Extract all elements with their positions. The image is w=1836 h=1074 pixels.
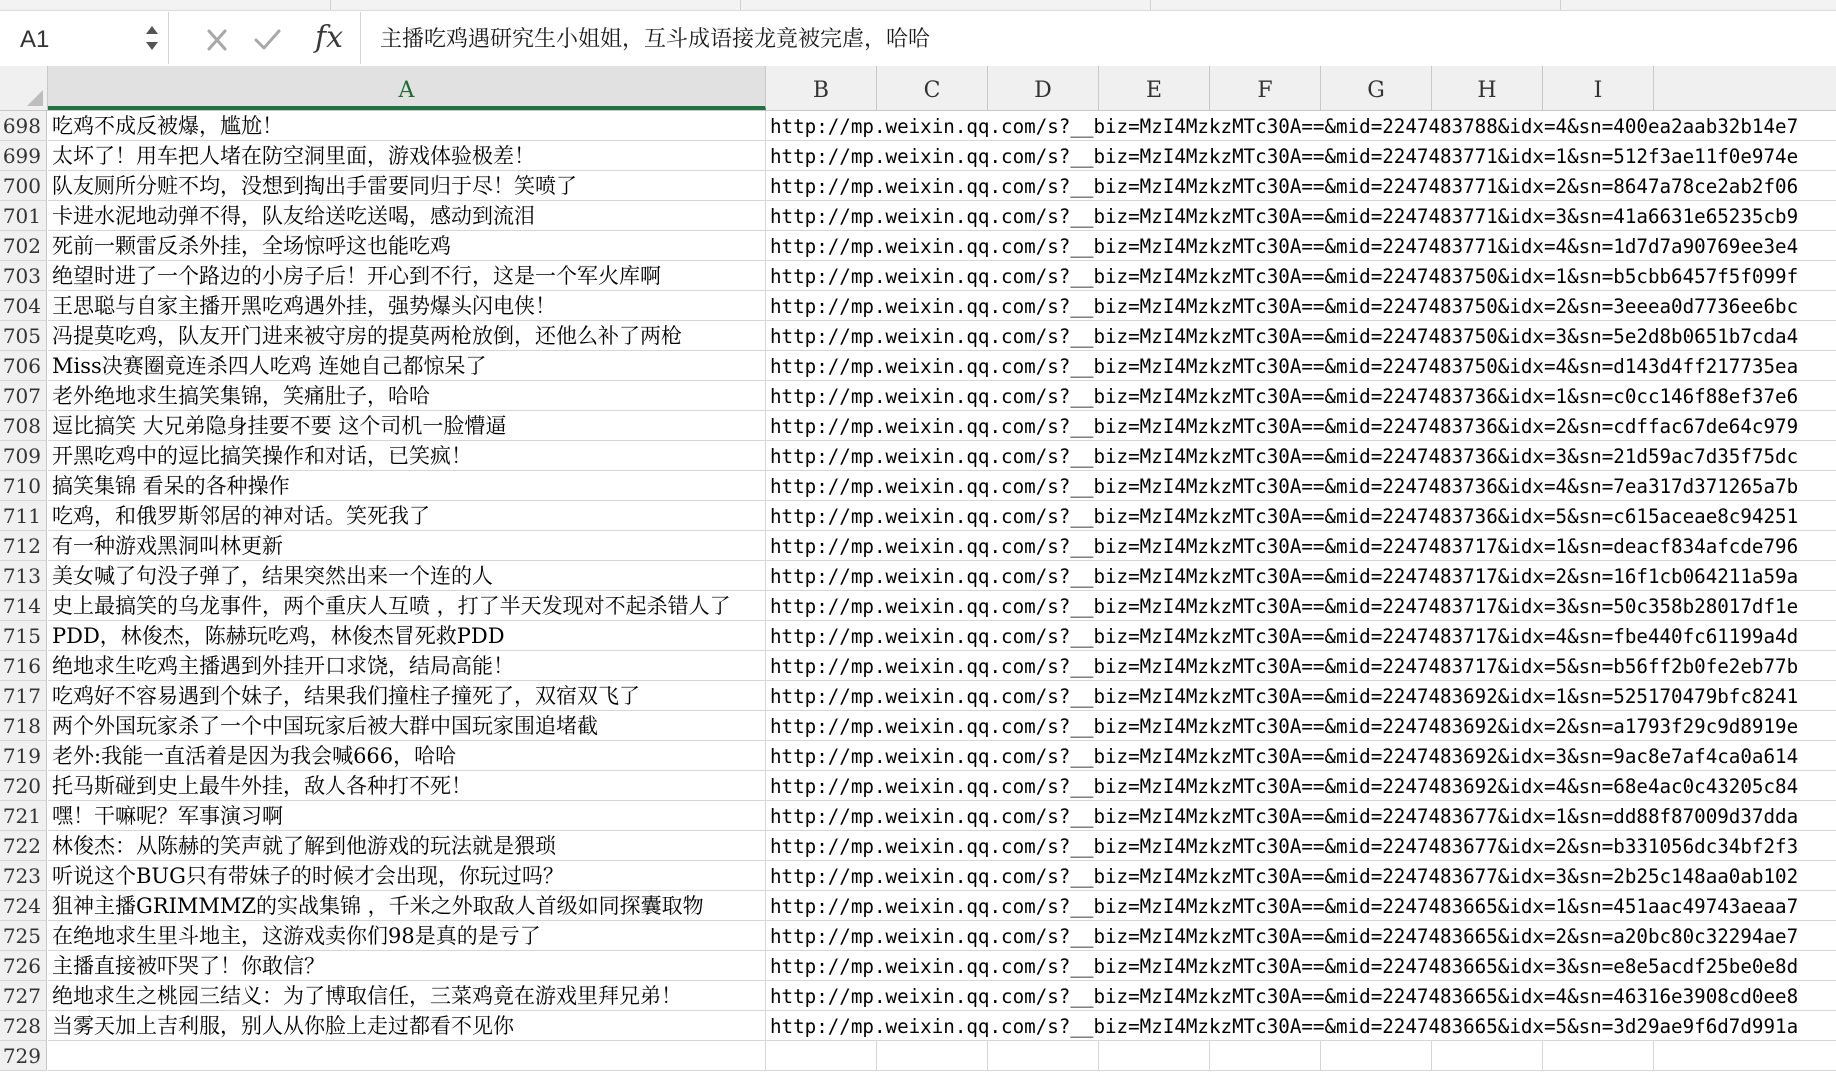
row-header[interactable]: 701 [0,201,47,231]
cell-url[interactable]: http://mp.weixin.qq.com/s?__biz=MzI4MzkzMTc30A==&mid=2247483692&idx=4&sn=68e4ac0c43205c84 [766,771,1836,801]
table-row [0,261,1836,291]
cell-title[interactable]: 太坏了！用车把人堵在防空洞里面，游戏体验极差！ [48,141,766,171]
table-row [0,891,1836,921]
cell-title[interactable]: 绝望时进了一个路边的小房子后！开心到不行，这是一个军火库啊 [48,261,766,291]
cell-url[interactable]: http://mp.weixin.qq.com/s?__biz=MzI4MzkzMTc30A==&mid=2247483717&idx=1&sn=deacf834afcde796 [766,531,1836,561]
table-row [0,351,1836,381]
gridline [1320,1041,1321,1071]
row-header[interactable]: 726 [0,951,47,981]
column-header-f[interactable]: F [1210,66,1321,110]
table-row [0,231,1836,261]
column-header-b[interactable]: B [766,66,877,110]
cell-title[interactable]: 托马斯碰到史上最牛外挂，敌人各种打不死！ [48,771,766,801]
table-row [0,711,1836,741]
name-box-value: A1 [20,26,50,53]
table-row [0,141,1836,171]
row-header[interactable]: 727 [0,981,47,1011]
cell-url[interactable]: http://mp.weixin.qq.com/s?__biz=MzI4MzkzMTc30A==&mid=2247483692&idx=1&sn=525170479bfc8241 [766,681,1836,711]
cancel-icon[interactable] [200,24,234,56]
table-row [0,861,1836,891]
cell-url[interactable]: http://mp.weixin.qq.com/s?__biz=MzI4MzkzMTc30A==&mid=2247483771&idx=1&sn=512f3ae11f0e974e [766,141,1836,171]
cell-url[interactable]: http://mp.weixin.qq.com/s?__biz=MzI4MzkzMTc30A==&mid=2247483771&idx=4&sn=1d7d7a90769ee3e4 [766,231,1836,261]
cell-title[interactable]: PDD，林俊杰，陈赫玩吃鸡，林俊杰冒死救PDD [48,621,766,651]
formula-bar [0,0,1836,67]
cell-url[interactable]: http://mp.weixin.qq.com/s?__biz=MzI4MzkzMTc30A==&mid=2247483750&idx=3&sn=5e2d8b0651b7cda4 [766,321,1836,351]
gridline [1653,1041,1654,1071]
cell-url[interactable]: http://mp.weixin.qq.com/s?__biz=MzI4MzkzMTc30A==&mid=2247483736&idx=3&sn=21d59ac7d35f75dc [766,441,1836,471]
cell-url[interactable]: http://mp.weixin.qq.com/s?__biz=MzI4MzkzMTc30A==&mid=2247483665&idx=5&sn=3d29ae9f6d7d991a [766,1011,1836,1041]
cell-title[interactable]: 有一种游戏黑洞叫林更新 [48,531,766,561]
cell-title[interactable]: 史上最搞笑的乌龙事件，两个重庆人互喷 ，打了半天发现对不起杀错人了 [48,591,766,621]
row-header[interactable]: 724 [0,891,47,921]
column-header-i[interactable]: I [1543,66,1654,110]
cell-title[interactable] [48,1041,766,1071]
row-header[interactable]: 721 [0,801,47,831]
table-row [0,1011,1836,1041]
column-header-a[interactable]: A [48,66,766,110]
cell-url[interactable]: http://mp.weixin.qq.com/s?__biz=MzI4MzkzMTc30A==&mid=2247483736&idx=4&sn=7ea317d371265a7b [766,471,1836,501]
cell-title[interactable]: 听说这个BUG只有带妹子的时候才会出现，你玩过吗？ [48,861,766,891]
cell-url[interactable]: http://mp.weixin.qq.com/s?__biz=MzI4MzkzMTc30A==&mid=2247483665&idx=1&sn=451aac49743aeaa7 [766,891,1836,921]
cell-title[interactable]: 搞笑集锦 看呆的各种操作 [48,471,766,501]
cell-url[interactable]: http://mp.weixin.qq.com/s?__biz=MzI4MzkzMTc30A==&mid=2247483665&idx=4&sn=46316e3908cd0ee8 [766,981,1836,1011]
cell-title[interactable]: 美女喊了句没子弹了，结果突然出来一个连的人 [48,561,766,591]
row-header[interactable]: 705 [0,321,47,351]
cell-url[interactable]: http://mp.weixin.qq.com/s?__biz=MzI4MzkzMTc30A==&mid=2247483736&idx=1&sn=c0cc146f88ef37e6 [766,381,1836,411]
cell-title[interactable]: 队友厕所分赃不均，没想到掏出手雷要同归于尽！笑喷了 [48,171,766,201]
table-row [0,801,1836,831]
row-header[interactable]: 709 [0,441,47,471]
row-header[interactable]: 700 [0,171,47,201]
cell-url[interactable]: http://mp.weixin.qq.com/s?__biz=MzI4MzkzMTc30A==&mid=2247483788&idx=4&sn=400ea2aab32b14e7 [766,111,1836,141]
table-row [0,1041,1836,1071]
gridline [1098,1041,1099,1071]
column-header-e[interactable]: E [1099,66,1210,110]
row-header[interactable]: 717 [0,681,47,711]
row-header[interactable]: 715 [0,621,47,651]
formula-input[interactable]: 主播吃鸡遇研究生小姐姐，互斗成语接龙竟被完虐，哈哈 [380,27,931,52]
table-row [0,981,1836,1011]
cell-url[interactable]: http://mp.weixin.qq.com/s?__biz=MzI4MzkzMTc30A==&mid=2247483717&idx=3&sn=50c358b28017df1e [766,591,1836,621]
cell-title[interactable]: 开黑吃鸡中的逗比搞笑操作和对话，已笑疯！ [48,441,766,471]
table-row [0,471,1836,501]
row-header[interactable]: 716 [0,651,47,681]
cell-title[interactable]: 卡进水泥地动弹不得，队友给送吃送喝，感动到流泪 [48,201,766,231]
row-header[interactable]: 723 [0,861,47,891]
row-header[interactable]: 710 [0,471,47,501]
table-row [0,411,1836,441]
table-row [0,171,1836,201]
cell-title[interactable]: 嘿！干嘛呢？军事演习啊 [48,801,766,831]
cell-title[interactable]: 主播直接被吓哭了！你敢信？ [48,951,766,981]
row-header[interactable]: 703 [0,261,47,291]
row-header[interactable]: 718 [0,711,47,741]
cell-url[interactable]: http://mp.weixin.qq.com/s?__biz=MzI4MzkzMTc30A==&mid=2247483692&idx=3&sn=9ac8e7af4ca0a614 [766,741,1836,771]
cell-title[interactable]: 绝地求生吃鸡主播遇到外挂开口求饶，结局高能！ [48,651,766,681]
cell-url[interactable]: http://mp.weixin.qq.com/s?__biz=MzI4MzkzMTc30A==&mid=2247483677&idx=1&sn=dd88f87009d37dda [766,801,1836,831]
row-header[interactable]: 712 [0,531,47,561]
table-row [0,621,1836,651]
row-header[interactable]: 720 [0,771,47,801]
cell-title[interactable]: 吃鸡，和俄罗斯邻居的神对话。笑死我了 [48,501,766,531]
cell-title[interactable]: 逗比搞笑 大兄弟隐身挂要不要 这个司机一脸懵逼 [48,411,766,441]
cell-title[interactable]: 当雾天加上吉利服，别人从你脸上走过都看不见你 [48,1011,766,1041]
gridline [987,1041,988,1071]
table-row [0,321,1836,351]
row-header[interactable]: 699 [0,141,47,171]
table-row [0,591,1836,621]
table-row [0,951,1836,981]
select-all-button[interactable] [0,66,48,111]
cell-url[interactable]: http://mp.weixin.qq.com/s?__biz=MzI4MzkzMTc30A==&mid=2247483665&idx=2&sn=a20bc80c32294ae7 [766,921,1836,951]
row-header[interactable]: 713 [0,561,47,591]
row-header[interactable]: 702 [0,231,47,261]
cell-url[interactable]: http://mp.weixin.qq.com/s?__biz=MzI4MzkzMTc30A==&mid=2247483750&idx=4&sn=d143d4ff217735ea [766,351,1836,381]
cell-title[interactable]: 林俊杰：从陈赫的笑声就了解到他游戏的玩法就是猥琐 [48,831,766,861]
cell-url[interactable]: http://mp.weixin.qq.com/s?__biz=MzI4MzkzMTc30A==&mid=2247483736&idx=5&sn=c615aceae8c94251 [766,501,1836,531]
row-header[interactable]: 729 [0,1041,47,1071]
cell-title[interactable]: 在绝地求生里斗地主，这游戏卖你们98是真的是亏了 [48,921,766,951]
name-box-stepper-icon[interactable] [142,18,162,58]
table-row [0,651,1836,681]
table-row [0,561,1836,591]
cell-url[interactable]: http://mp.weixin.qq.com/s?__biz=MzI4MzkzMTc30A==&mid=2247483750&idx=2&sn=3eeea0d7736ee6bc [766,291,1836,321]
column-header-h[interactable]: H [1432,66,1543,110]
cell-title[interactable]: 吃鸡不成反被爆，尴尬！ [48,111,766,141]
table-row [0,441,1836,471]
cell-url[interactable]: http://mp.weixin.qq.com/s?__biz=MzI4MzkzMTc30A==&mid=2247483692&idx=2&sn=a1793f29c9d8919e [766,711,1836,741]
cell-title[interactable]: 狙神主播GRIMMMZ的实战集锦 ，千米之外取敌人首级如同探囊取物 [48,891,766,921]
table-row [0,531,1836,561]
name-box[interactable] [0,12,169,64]
cell-url[interactable]: http://mp.weixin.qq.com/s?__biz=MzI4MzkzMTc30A==&mid=2247483771&idx=3&sn=41a6631e65235cb9 [766,201,1836,231]
gridline [1542,1041,1543,1071]
cell-url[interactable]: http://mp.weixin.qq.com/s?__biz=MzI4MzkzMTc30A==&mid=2247483717&idx=5&sn=b56ff2b0fe2eb77b [766,651,1836,681]
column-header-g[interactable]: G [1321,66,1432,110]
cell-url[interactable]: http://mp.weixin.qq.com/s?__biz=MzI4MzkzMTc30A==&mid=2247483771&idx=2&sn=8647a78ce2ab2f06 [766,171,1836,201]
cell-url[interactable]: http://mp.weixin.qq.com/s?__biz=MzI4MzkzMTc30A==&mid=2247483677&idx=2&sn=b331056dc34bf2f3 [766,831,1836,861]
column-header-d[interactable]: D [988,66,1099,110]
table-row [0,111,1836,141]
row-header[interactable]: 704 [0,291,47,321]
row-header[interactable]: 706 [0,351,47,381]
cell-title[interactable]: 老外绝地求生搞笑集锦，笑痛肚子，哈哈 [48,381,766,411]
row-header[interactable]: 708 [0,411,47,441]
row-header[interactable]: 728 [0,1011,47,1041]
gridline [876,1041,877,1071]
cell-title[interactable]: 冯提莫吃鸡，队友开门进来被守房的提莫两枪放倒，还他么补了两枪 [48,321,766,351]
row-header[interactable]: 722 [0,831,47,861]
top-strip [0,0,1836,11]
gridline [1431,1041,1432,1071]
gridline [1209,1041,1210,1071]
row-header[interactable]: 698 [0,111,47,141]
enter-checkmark-icon[interactable] [250,24,284,56]
worksheet-grid [0,66,1836,1074]
row-header[interactable]: 707 [0,381,47,411]
cell-url[interactable] [766,1041,1836,1071]
row-header[interactable]: 719 [0,741,47,771]
cell-title[interactable]: 死前一颗雷反杀外挂，全场惊呼这也能吃鸡 [48,231,766,261]
table-row [0,681,1836,711]
table-row [0,771,1836,801]
cell-url[interactable]: http://mp.weixin.qq.com/s?__biz=MzI4MzkzMTc30A==&mid=2247483736&idx=2&sn=cdffac67de64c979 [766,411,1836,441]
cell-title[interactable]: 吃鸡好不容易遇到个妹子，结果我们撞柱子撞死了，双宿双飞了 [48,681,766,711]
cell-title[interactable]: 王思聪与自家主播开黑吃鸡遇外挂，强势爆头闪电侠！ [48,291,766,321]
insert-function-button[interactable]: fx [315,20,344,55]
cell-url[interactable]: http://mp.weixin.qq.com/s?__biz=MzI4MzkzMTc30A==&mid=2247483750&idx=1&sn=b5cbb6457f5f099f [766,261,1836,291]
table-row [0,741,1836,771]
cell-url[interactable]: http://mp.weixin.qq.com/s?__biz=MzI4MzkzMTc30A==&mid=2247483717&idx=2&sn=16f1cb064211a59a [766,561,1836,591]
cell-url[interactable]: http://mp.weixin.qq.com/s?__biz=MzI4MzkzMTc30A==&mid=2247483665&idx=3&sn=e8e5acdf25be0e8d [766,951,1836,981]
cell-title[interactable]: 老外:我能一直活着是因为我会喊666，哈哈 [48,741,766,771]
cell-url[interactable]: http://mp.weixin.qq.com/s?__biz=MzI4MzkzMTc30A==&mid=2247483717&idx=4&sn=fbe440fc61199a4d [766,621,1836,651]
formula-controls [170,12,361,64]
table-row [0,501,1836,531]
column-headers [48,66,1836,111]
table-row [0,201,1836,231]
cell-title[interactable]: 绝地求生之桃园三结义：为了博取信任，三菜鸡竟在游戏里拜兄弟！ [48,981,766,1011]
table-row [0,291,1836,321]
cell-title[interactable]: Miss决赛圈竟连杀四人吃鸡 连她自己都惊呆了 [48,351,766,381]
table-row [0,831,1836,861]
row-header[interactable]: 711 [0,501,47,531]
cell-title[interactable]: 两个外国玩家杀了一个中国玩家后被大群中国玩家围追堵截 [48,711,766,741]
table-row [0,381,1836,411]
row-header[interactable]: 725 [0,921,47,951]
cell-url[interactable]: http://mp.weixin.qq.com/s?__biz=MzI4MzkzMTc30A==&mid=2247483677&idx=3&sn=2b25c148aa0ab102 [766,861,1836,891]
column-header-c[interactable]: C [877,66,988,110]
row-header[interactable]: 714 [0,591,47,621]
table-row [0,921,1836,951]
